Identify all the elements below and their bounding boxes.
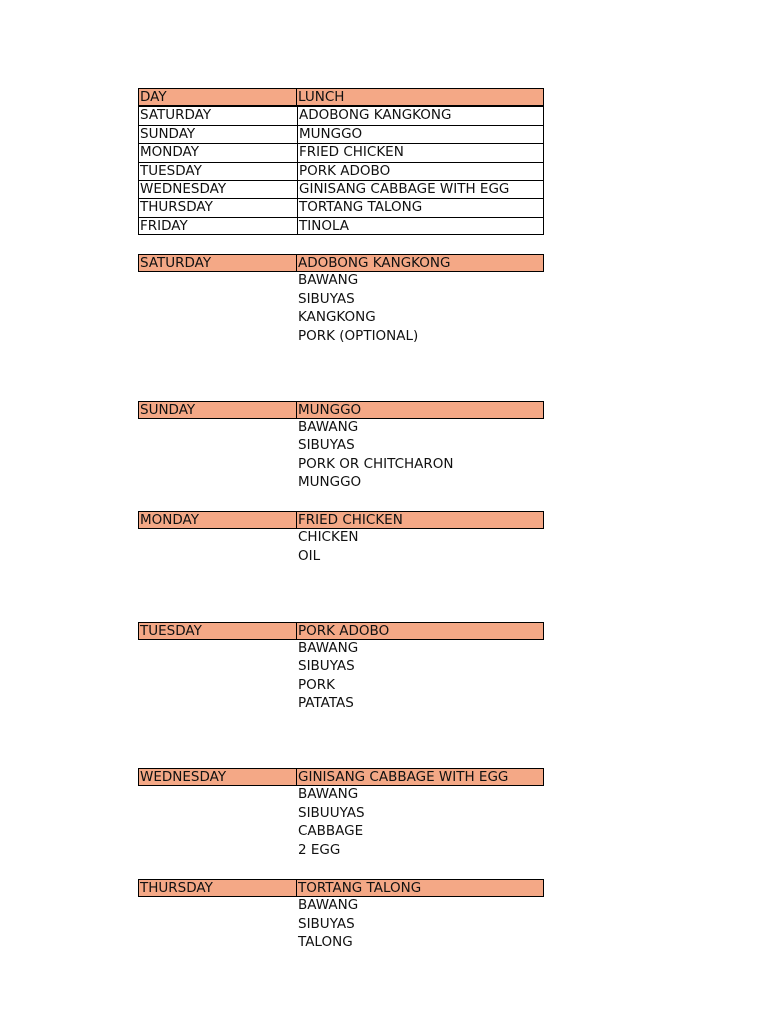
- schedule-day-cell: FRIDAY: [138, 217, 297, 235]
- table-row: [138, 143, 544, 161]
- recipe-dish: MUNGGO: [297, 401, 544, 419]
- recipe-header-tuesday: [138, 622, 544, 640]
- ingredient-item: CABBAGE: [298, 823, 364, 840]
- ingredient-item: KANGKONG: [298, 309, 376, 326]
- ingredient-item: SIBUYAS: [298, 658, 355, 675]
- schedule-day-cell: MONDAY: [138, 143, 297, 161]
- recipe-day: THURSDAY: [138, 879, 297, 897]
- recipe-header-saturday: [138, 254, 544, 272]
- schedule-header-day: DAY: [138, 88, 297, 106]
- ingredient-item: SIBUYAS: [298, 437, 355, 454]
- schedule-header-lunch: LUNCH: [297, 88, 544, 106]
- table-row: [138, 180, 544, 198]
- recipe-header-wednesday: [138, 768, 544, 786]
- recipe-day: MONDAY: [138, 511, 297, 529]
- table-row: [138, 217, 544, 235]
- ingredient-item: BAWANG: [298, 786, 359, 803]
- recipe-day: TUESDAY: [138, 622, 297, 640]
- recipe-header-sunday: [138, 401, 544, 419]
- schedule-header-row: [138, 88, 544, 106]
- recipe-day: SATURDAY: [138, 254, 297, 272]
- ingredient-item: PORK OR CHITCHARON: [298, 455, 454, 472]
- ingredient-item: SIBUYAS: [298, 290, 355, 307]
- schedule-lunch-cell: MUNGGO: [297, 125, 544, 143]
- ingredient-item: SIBUUYAS: [298, 804, 365, 821]
- schedule-day-cell: TUESDAY: [138, 162, 297, 180]
- ingredient-item: PORK: [298, 676, 335, 693]
- ingredient-item: PATATAS: [298, 695, 354, 712]
- ingredient-item: MUNGGO: [298, 474, 362, 491]
- recipe-day: SUNDAY: [138, 401, 297, 419]
- schedule-lunch-cell: TINOLA: [297, 217, 544, 235]
- ingredient-item: BAWANG: [298, 418, 359, 435]
- ingredient-item: SIBUYAS: [298, 915, 355, 932]
- recipe-dish: FRIED CHICKEN: [297, 511, 544, 529]
- schedule-day-cell: WEDNESDAY: [138, 180, 297, 198]
- ingredient-item: CHICKEN: [298, 529, 359, 546]
- schedule-lunch-cell: GINISANG CABBAGE WITH EGG: [297, 180, 544, 198]
- schedule-lunch-cell: TORTANG TALONG: [297, 198, 544, 216]
- ingredient-item: BAWANG: [298, 897, 359, 914]
- schedule-lunch-cell: FRIED CHICKEN: [297, 143, 544, 161]
- recipe-dish: PORK ADOBO: [297, 622, 544, 640]
- table-row: [138, 125, 544, 143]
- schedule-day-cell: SUNDAY: [138, 125, 297, 143]
- ingredient-item: TALONG: [298, 934, 353, 951]
- table-row: [138, 106, 544, 124]
- recipe-day: WEDNESDAY: [138, 768, 297, 786]
- table-row: [138, 198, 544, 216]
- ingredient-item: BAWANG: [298, 272, 359, 289]
- recipe-dish: TORTANG TALONG: [297, 879, 544, 897]
- table-row: [138, 162, 544, 180]
- recipe-header-monday: [138, 511, 544, 529]
- schedule-day-cell: SATURDAY: [138, 106, 297, 124]
- schedule-lunch-cell: ADOBONG KANGKONG: [297, 106, 544, 124]
- schedule-lunch-cell: PORK ADOBO: [297, 162, 544, 180]
- ingredient-item: 2 EGG: [298, 841, 341, 858]
- ingredient-item: PORK (OPTIONAL): [298, 327, 419, 344]
- recipe-header-thursday: [138, 879, 544, 897]
- recipe-dish: ADOBONG KANGKONG: [297, 254, 544, 272]
- recipe-dish: GINISANG CABBAGE WITH EGG: [297, 768, 544, 786]
- schedule-day-cell: THURSDAY: [138, 198, 297, 216]
- ingredient-item: OIL: [298, 547, 321, 564]
- ingredient-item: BAWANG: [298, 639, 359, 656]
